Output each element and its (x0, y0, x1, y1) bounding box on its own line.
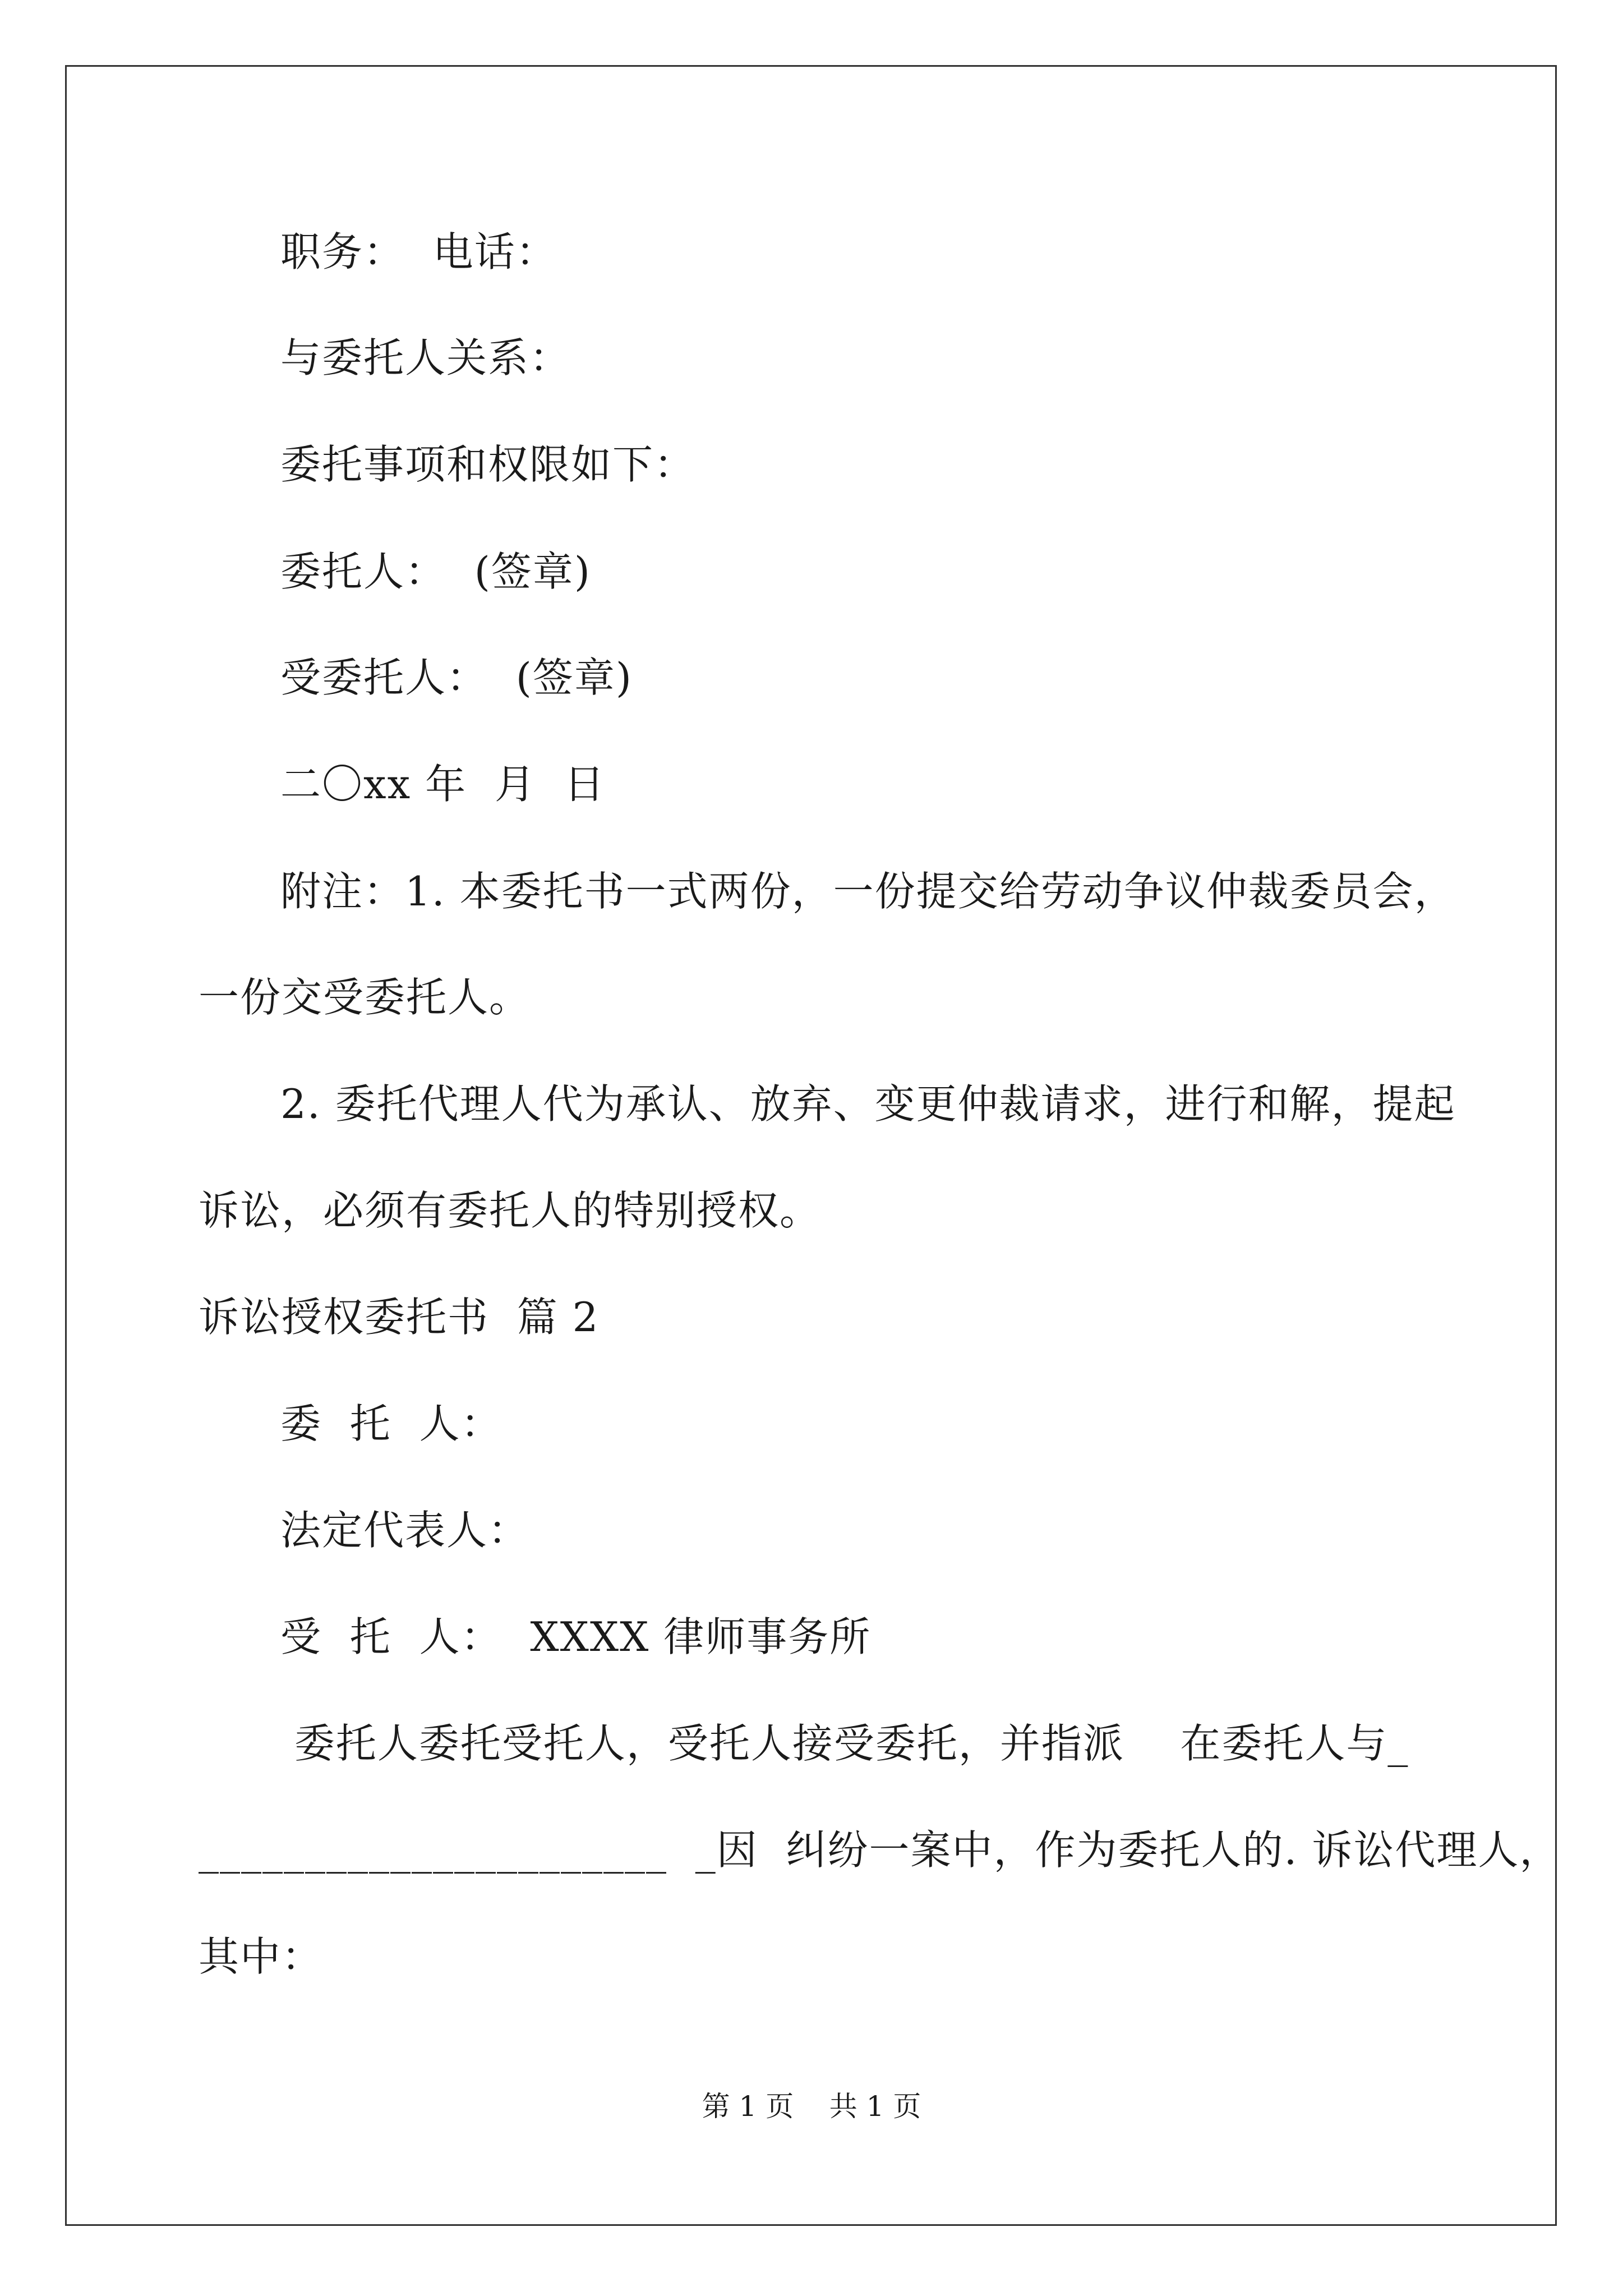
doc-line-agent-signature: 受委托人： (签章) (280, 654, 633, 701)
doc-line-matters-heading: 委托事项和权限如下： (280, 441, 696, 488)
doc-line-note-1-cont: 一份交受委托人。 (199, 974, 531, 1021)
doc-line-note-1: 附注：1. 本委托书一式两份，一份提交给劳动争议仲裁委员会， (280, 868, 1456, 915)
doc-line-trustee: 受 托 人： XXXX 律师事务所 (280, 1613, 872, 1660)
page-number-footer: 第 1 页 共 1 页 (702, 2090, 921, 2123)
page-border (65, 65, 1557, 2226)
doc-line-note-2: 2. 委托代理人代为承认、放弃、变更仲裁请求，进行和解，提起 (280, 1080, 1456, 1128)
doc-line-among: 其中： (199, 1933, 324, 1980)
doc-line-principal: 委 托 人： (280, 1400, 502, 1447)
doc-line-legal-rep: 法定代表人： (280, 1507, 530, 1554)
doc-line-entrust-cont: ______________________ _因 纠纷一案中，作为委托人的. 诉讼代理人， (199, 1826, 1561, 1874)
doc-line-principal-signature: 委托人： (签章) (280, 548, 591, 595)
section-title: 诉讼授权委托书 篇 2 (199, 1294, 600, 1341)
doc-line-note-2-cont: 诉讼，必须有委托人的特别授权。 (199, 1187, 822, 1234)
doc-line-position-phone: 职务： 电话： (280, 228, 557, 275)
doc-line-entrust: 委托人委托受托人，受托人接受委托，并指派 在委托人与_ (280, 1720, 1409, 1767)
doc-line-date: 二〇xx 年 月 日 (280, 761, 606, 808)
doc-line-relationship: 与委托人关系： (280, 334, 571, 381)
